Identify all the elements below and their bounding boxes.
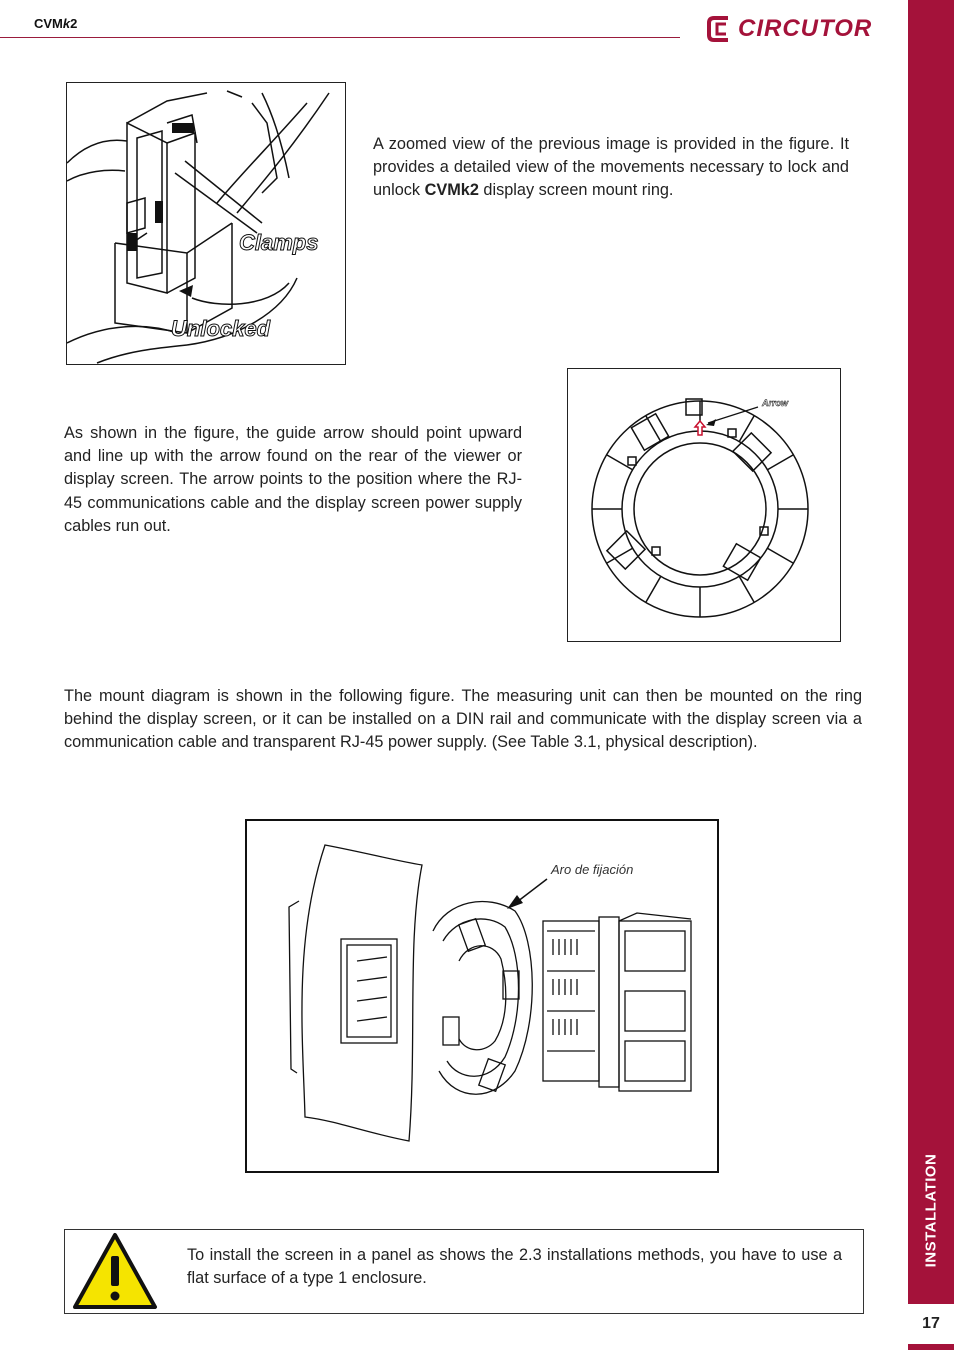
header-rule <box>0 37 680 38</box>
paragraph-zoomed-view: A zoomed view of the previous image is provided in the figure. It provides a detailed view of the movements necessary to lock and unlock CVMk2 display screen mount ring. <box>373 135 849 200</box>
mount-diagram-figure <box>245 819 719 1173</box>
paragraph-guide-arrow: As shown in the figure, the guide arrow should point upward and line up with the arrow found on the rear of the viewer or display screen. The arrow points to the position where the RJ-45 communications cable and the display screen power supply cables run out. <box>64 424 522 535</box>
mount-ring-label: Aro de fijación <box>551 862 634 877</box>
unlocked-label: Unlocked <box>171 316 271 341</box>
page-number: 17 <box>908 1304 954 1344</box>
clamps-figure <box>66 82 346 365</box>
brand-name: CIRCUTOR <box>738 15 873 42</box>
clamps-illustration <box>67 83 345 364</box>
brand-logo <box>706 12 872 46</box>
warning-text: To install the screen in a panel as shows the 2.3 installations methods, you have to use a flat surface of a type 1 enclosure. <box>187 1246 842 1288</box>
warning-triangle-icon <box>72 1232 158 1310</box>
ring-arrow-figure <box>567 368 841 642</box>
section-label: INSTALLATION <box>922 1153 940 1267</box>
clamps-label: Clamps <box>239 230 319 255</box>
paragraph-mount-diagram: The mount diagram is shown in the following figure. The measuring unit can then be mounted on the ring behind the display screen, or it can be installed on a DIN rail and communicate with the display screen via a communication cable and transparent RJ-45 power supply. (See Table 3.1, physical description). <box>64 687 862 752</box>
mount-ring-illustration <box>568 369 840 641</box>
document-title: CVMk2 <box>34 16 78 31</box>
arrow-label: Arrow <box>762 398 789 408</box>
mount-diagram-illustration <box>247 821 717 1171</box>
guide-arrow-icon <box>695 421 705 435</box>
brand-logo-icon <box>706 14 734 44</box>
